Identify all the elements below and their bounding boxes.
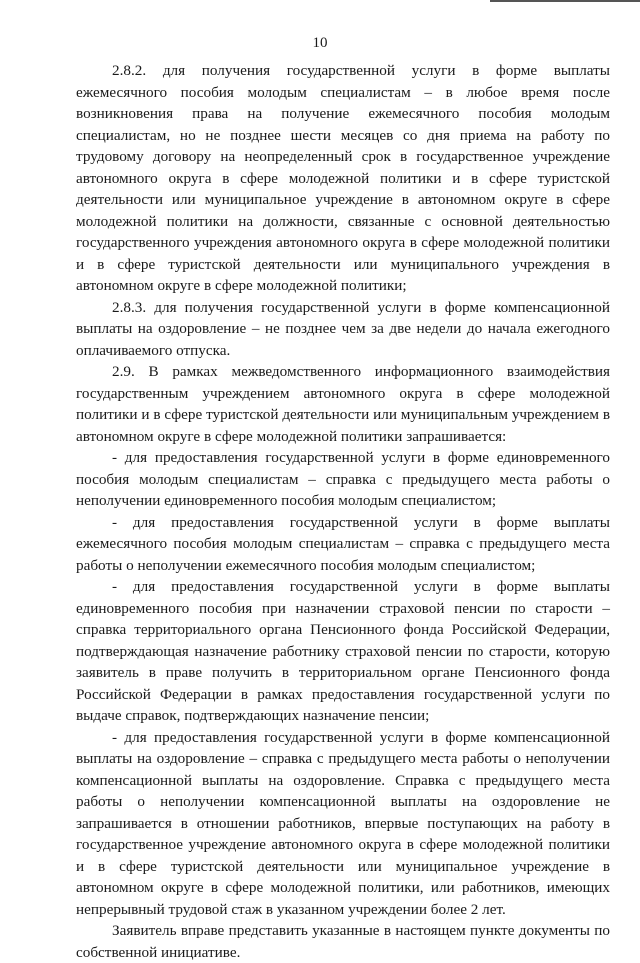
paragraph-2-8-3: 2.8.3. для получения государственной услуги в форме компенсационной выплаты на оздоровление – не позднее чем за две недели до начала ежегодного оплачиваемого отпуска. xyxy=(76,298,610,359)
list-item-one-time-allowance: - для предоставления государственной услуги в форме единовременного пособия молодым специалистам – справка с предыдущего места работы о неполучении единовременного пособия молодым специалистом; xyxy=(76,449,610,509)
paragraph-2-9: 2.9. В рамках межведомственного информационного взаимодействия государственным учреждением автономного округа в сфере молодежной политики и в сфере туристской деятельности или муниципальным учреждением в автономном округе в сфере молодежной политики запрашивается: xyxy=(76,363,610,445)
list-item-pension-allowance: - для предоставления государственной услуги в форме выплаты единовременного пособия при назначении страховой пенсии по старости – справка территориального органа Пенсионного фонда Российской Федерации, подтверждающая назначение работнику страховой пенсии по старости, которую заявитель в праве получить в территориальном органе Пенсионного фонда Российской Федерации в рамках предоставления государственной услуги по выдаче справок, подтверждающих назначение пенсии; xyxy=(76,578,610,724)
list-item-health-compensation: - для предоставления государственной услуги в форме компенсационной выплаты на оздоровление – справка с предыдущего места работы о неполучении компенсационной выплаты на оздоровление. Справка с предыдущего места работы о неполучении компенсационной выплаты на оздоровление не запрашивается в отношении работников, впервые поступающих на работу в государственное учреждение автономного округа в сфере молодежной политики и в сфере туристской деятельности или муниципальное учреждение в автономном округе в сфере молодежной политики, или работников, имеющих непрерывный трудовой стаж в указанном учреждении более 2 лет. xyxy=(76,728,610,918)
document-body xyxy=(76,60,610,963)
paragraph-2-8-2: 2.8.2. для получения государственной услуги в форме выплаты ежемесячного пособия молодым специалистам – в любое время после возникновения права на получение ежемесячного пособия молодым специалистам, но не позднее шести месяцев со дня приема на работу по трудовому договору на неопределенный срок в государственное учреждение автономного округа в сфере молодежной политики и в сфере туристской деятельности или муниципальное учреждение в автономном округе в сфере молодежной политики на должности, связанные с основной деятельностью государственного учреждения автономного округа в сфере молодежной политики и в сфере туристской деятельности или муниципального учреждения в автономном округе в сфере молодежной политики; xyxy=(76,62,610,294)
paragraph-applicant-initiative: Заявитель вправе представить указанные в настоящем пункте документы по собственной инициативе. xyxy=(76,922,610,961)
list-item-monthly-allowance: - для предоставления государственной услуги в форме выплаты ежемесячного пособия молодым специалистам – справка с предыдущего места работы о неполучении ежемесячного пособия молодым специалистом; xyxy=(76,513,610,574)
scan-edge-mark xyxy=(490,0,640,2)
page-number: 10 xyxy=(312,35,328,51)
